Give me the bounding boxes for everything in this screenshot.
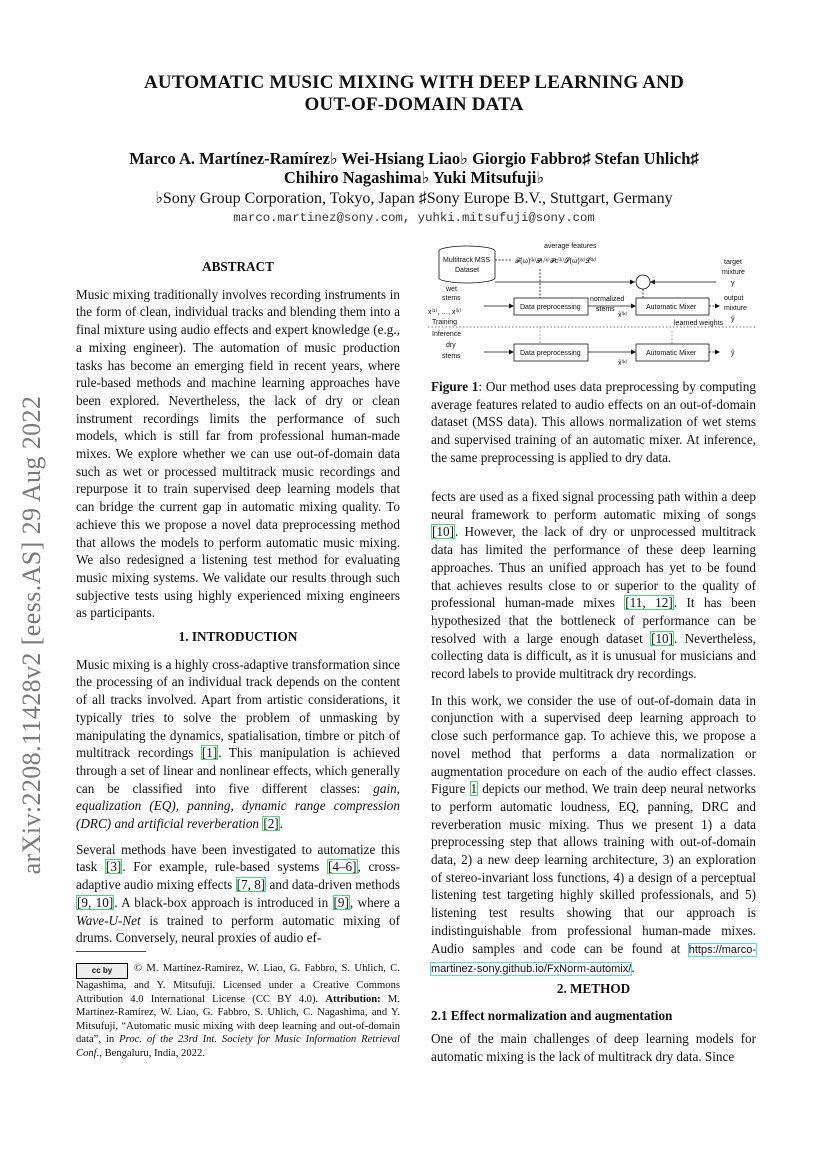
svg-text:𝓕(ω)⁽ᵏ⁾𝓟ₙ⁽ᵏ⁾𝓟c⁽ᵏ⁾𝓢(ω)⁽ᵏ⁾𝓛: 𝓕(ω)⁽ᵏ⁾𝓟ₙ⁽ᵏ⁾𝓟c⁽ᵏ⁾𝓢(ω)⁽ᵏ⁾𝓛⁽ᵏ⁾ <box>515 258 597 265</box>
introduction-section <box>76 628 400 947</box>
method-figure <box>426 238 761 368</box>
citation-link[interactable]: [10] <box>432 524 454 540</box>
svg-text:Training: Training <box>432 319 458 326</box>
cc-by-icon[interactable]: cc by <box>76 963 128 979</box>
author-emails: marco.martinez@sony.com, yuhki.mitsufuji@sony.com <box>233 211 595 225</box>
right-column-text <box>431 488 756 979</box>
citation-link[interactable]: [1] <box>201 745 218 761</box>
svg-text:x̂⁽ᵏ⁾: x̂⁽ᵏ⁾ <box>618 312 628 319</box>
svg-text:Automatic Mixer: Automatic Mixer <box>646 304 697 311</box>
abstract-text: Music mixing traditionally involves recording instruments in the form of clean, individual tracks and blending them into a final mixture using audio effects and expert knowledge (e.g., a mixing engineer). The automation of music production tasks has become an emerging field in recent years, where rule-based methods and machine learning approaches have been explored. Nevertheless, the lack of dry or clean instrument recordings limits the performance of such models, which is still far from professional human-made mixes. We explore whether we can use out-of-domain data such as wet or processed multitrack music recordings and repurpose it to train supervised deep learning models that can bridge the current gap in automatic mixing quality. To achieve this we propose a novel data preprocessing method that allows the models to perform automatic music mixing. We also redesigned a listening test method for evaluating music mixing systems. We validate our results through such subjective tests using highly experienced mixing engineers as participants. <box>76 286 400 621</box>
svg-text:Data preprocessing: Data preprocessing <box>520 350 581 357</box>
paper-title <box>80 72 748 116</box>
svg-text:x⁽¹⁾, …, x⁽ᵏ⁾: x⁽¹⁾, …, x⁽ᵏ⁾ <box>428 309 462 316</box>
svg-text:Dataset: Dataset <box>455 267 480 274</box>
citation-link[interactable]: [3] <box>105 859 122 875</box>
svg-text:dry: dry <box>446 342 456 349</box>
figure-caption: Figure 1: Our method uses data preprocessing by computing average features related to audio effects on an out-of-domain dataset (MSS data). This allows normalization of wet stems and supervised training of an automatic mixer. At inference, the same preprocessing is applied to dry data. <box>431 379 756 465</box>
svg-text:target: target <box>724 259 742 266</box>
method-heading: 2. METHOD <box>556 981 631 996</box>
dataset-cylinder-icon <box>439 246 495 283</box>
title-line-2: OUT-OF-DOMAIN DATA <box>304 94 524 115</box>
affiliations: ♭Sony Group Corporation, Tokyo, Japan ♯Sony Europe B.V., Stuttgart, Germany <box>155 190 673 207</box>
citation-link[interactable]: [10] <box>651 630 674 646</box>
svg-text:normalized: normalized <box>590 296 625 303</box>
svg-text:Automatic Mixer: Automatic Mixer <box>646 350 697 357</box>
method-paragraph: One of the main challenges of deep learning models for automatic mixing is the lack of multitrack dry data. Since <box>431 1031 756 1065</box>
authors-line-2: Chihiro Nagashima♭ Yuki Mitsufuji♭ <box>283 168 545 187</box>
abstract-section <box>76 258 400 622</box>
title-line-1: AUTOMATIC MUSIC MIXING WITH DEEP LEARNING AND <box>143 72 684 93</box>
intro-paragraph-3: fects are used as a fixed signal processing path within a deep neural framework to perform automatic mixing of songs [10]. However, the lack of dry or unprocessed multitrack data has limited the performance of these deep learning approaches. Thus an unified approach has yet to be found that achieves results close to or superior to the quality of professional human-made mixes [11, 12]. It has been hypothesized that the bottleneck of performance can be resolved with a large enough dataset [10]. Nevertheless, collecting data is difficult, as it is unusual for musicians and record labels to provide multitrack dry recordings. <box>431 489 757 682</box>
svg-text:ŷ: ŷ <box>731 316 735 323</box>
svg-text:Multitrack MSS: Multitrack MSS <box>443 257 491 264</box>
license-footnote: cc by © M. Martínez-Ramírez, W. Liao, G. Fabbro, S. Uhlich, C. Nagashima, and Y. Mitsufuji. Licensed under a Creative Commons Attribution 4.0 International License (CC BY 4.0). Attribution: M. Martínez-Ramírez, W. Liao, G. Fabbro, S. Uhlich, C. Nagashima, and Y. Mitsufuji, “Automatic music mixing with deep learning and out-of-domain data”, in Proc. of the 23rd Int. Society for Music Information Retrieval Conf., Bengaluru, India, 2022. <box>76 963 400 1059</box>
svg-text:ŷ: ŷ <box>731 350 735 357</box>
authors-line-1: Marco A. Martínez-Ramírez♭ Wei-Hsiang Liao♭ Giorgio Fabbro♯ Stefan Uhlich♯ <box>129 149 699 168</box>
citation-link[interactable]: [9, 10] <box>77 894 114 910</box>
intro-paragraph-1: Music mixing is a highly cross-adaptive transformation since the processing of an individual track depends on the content of all tracks involved. Apart from artistic considerations, it typically tries to solve the problem of unmasking by manipulating the dynamics, spatialisation, timbre or pitch of multitrack recordings [1]. This manipulation is achieved through a set of linear and nonlinear effects, which generally can be classified into five different classes: gain, equalization (EQ), panning, dynamic range compression (DRC) and artificial reverberation [2]. <box>76 656 400 832</box>
svg-text:Inference: Inference <box>432 331 462 338</box>
svg-text:Data preprocessing: Data preprocessing <box>520 304 581 311</box>
svg-text:stems: stems <box>442 295 461 302</box>
project-url-link[interactable]: https://marco-martinez-sony.github.io/FxNorm-automix/ <box>431 943 756 976</box>
svg-text:average features: average features <box>544 243 597 250</box>
svg-text:stems: stems <box>596 306 615 313</box>
svg-text:mixture: mixture <box>724 305 747 312</box>
citation-link[interactable]: [11, 12] <box>625 595 673 611</box>
intro-paragraph-4: In this work, we consider the use of out-of-domain data in conjunction with a supervised deep learning approach to close such performance gap. To achieve this, we propose a novel method that performs a data normalization or augmentation procedure on each of the audio effect classes. Figure 1 depicts our method. We train deep neural networks to perform automatic loudness, EQ, panning, DRC and reverberation music mixing. Thus we present 1) a data preprocessing step that allows training with out-of-domain data, 2) a new deep learning architecture, 3) an exploration of stereo-invariant loss functions, 4) a design of a perceptual listening test targeting highly skilled professionals, and 5) listening test results showing that our approach is indistinguishable from professional human-made mixes. Audio samples and code can be found at https://marco-martinez-sony.github.io/FxNorm-automix/. <box>431 692 756 976</box>
abstract-heading: ABSTRACT <box>202 259 274 274</box>
figure-link[interactable]: 1 <box>470 781 478 797</box>
subsection-heading: 2.1 Effect normalization and augmentation <box>431 1007 673 1023</box>
intro-paragraph-2: Several methods have been investigated to automatize this task [3]. For example, rule-based systems [4–6], cross-adaptive audio mixing effects [7, 8] and data-driven methods [9, 10]. A black-box approach is introduced in [9], where a Wave-U-Net is trained to perform automatic mixing of drums. Conversely, neural proxies of audio ef- <box>76 841 400 946</box>
svg-text:wet: wet <box>446 286 457 293</box>
footnote-rule <box>76 951 146 952</box>
svg-text:x̂⁽ᵏ⁾: x̂⁽ᵏ⁾ <box>618 360 628 367</box>
arxiv-stamp: arXiv:2208.11428v2 [eess.AS] 29 Aug 2022 <box>17 395 46 875</box>
citation-link[interactable]: [4–6] <box>327 859 357 875</box>
method-section <box>431 980 756 1066</box>
intro-heading: 1. INTRODUCTION <box>178 629 298 644</box>
svg-text:stems: stems <box>442 353 461 360</box>
citation-link[interactable]: [7, 8] <box>236 877 266 893</box>
svg-text:y: y <box>731 280 735 287</box>
citation-link[interactable]: [2] <box>263 816 279 832</box>
citation-link[interactable]: [9] <box>333 894 349 910</box>
svg-text:learned weights: learned weights <box>674 320 724 327</box>
svg-text:mixture: mixture <box>722 269 745 276</box>
svg-text:output: output <box>724 295 744 302</box>
